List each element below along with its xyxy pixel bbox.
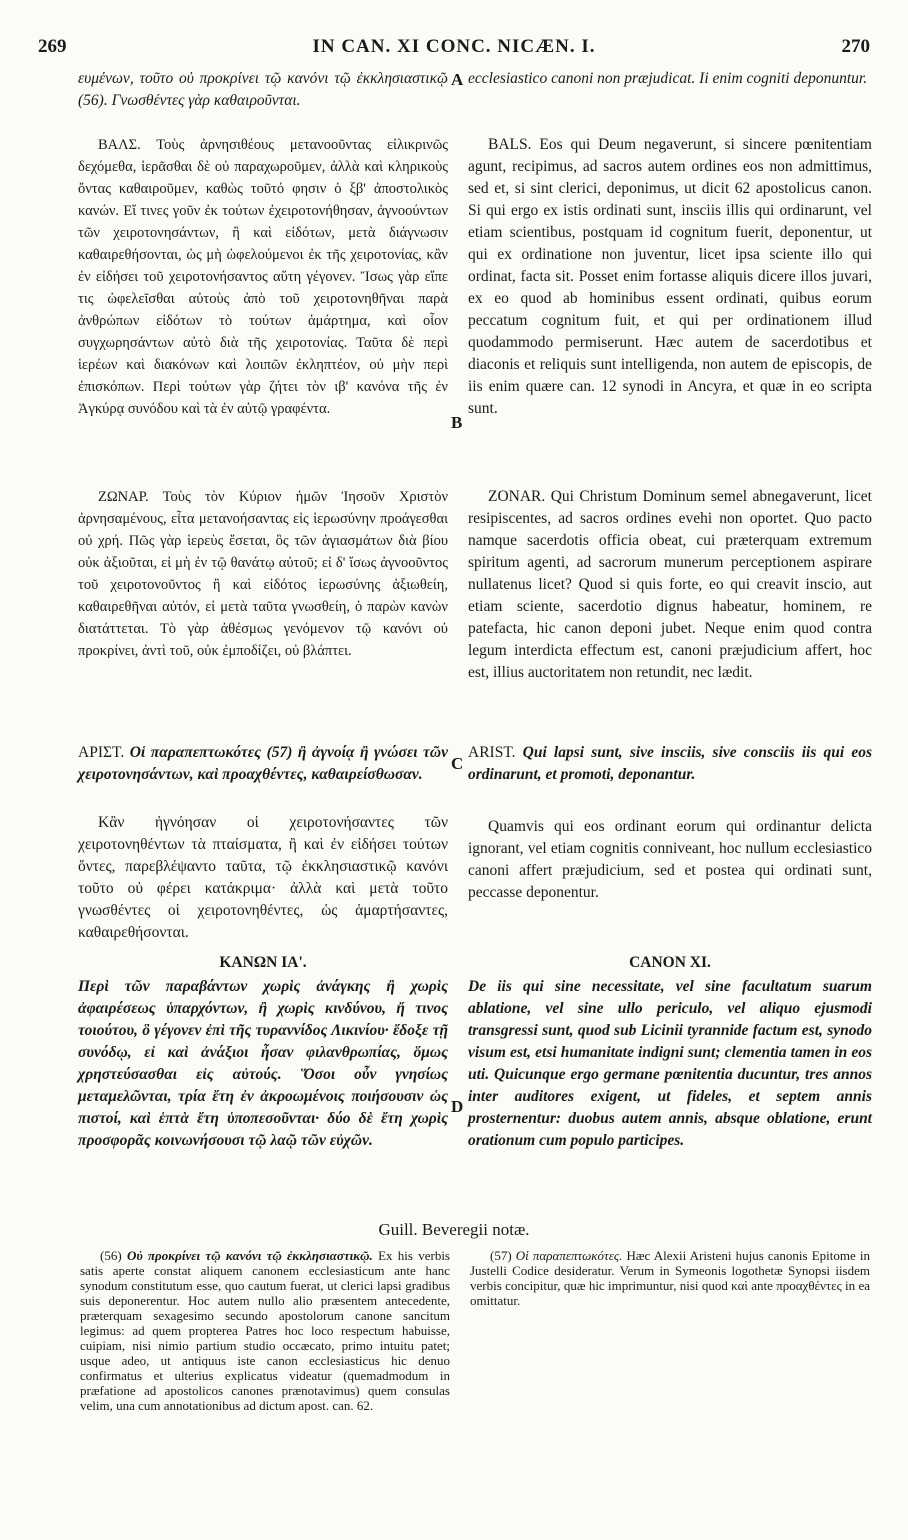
note-56-heading: Οὐ προκρίνει τῷ κανόνι τῷ ἐκκλησιαστικῷ.	[126, 1248, 373, 1263]
note-57-heading: Οἱ παραπεπτωκότες.	[515, 1248, 623, 1263]
latin-zonar-commentary: ZONAR. Qui Christum Dominum semel abnegaverunt, licet resipiscentes, ad sacros ordines evehi non oportet. Quo pacto namque sacerdotis officia obeat, cui præterquam extremum spiritum agenti, ad sacrorum munerum perceptionem aspirare nullatenus licet? Quod si quis forte, eo qui creavit inscio, aut etiam sciente, sacerdotio dignus habeatur, hominem, re patefacta, hic canon deponi jubet. Neque enim quod contra legum interdicta effectum est, canoni præjudicium affert, hoc est, illius auctoritatem non retundit, nec lædit.	[468, 488, 872, 681]
greek-arist-text: Κἂν ἠγνόησαν οἱ χειροτονήσαντες τῶν χειροτονηθέντων τὰ πταίσματα, ἢ καὶ ἐν εἰδήσει τούτων ὄντες, παρεβλέψαντο ταῦτα, τῷ ἐκκλησιαστικῷ κανόνι τοῦτο οὐ φέρει κατάκριμα· ἀλλὰ καὶ μετὰ τοῦτο γνωσθέντες οἱ χειροτονηθέντες, ὡς ἁμαρτήσαντες, καθαιρεθήσονται.	[78, 814, 448, 941]
page-header	[38, 36, 870, 60]
latin-bals-commentary: BALS. Eos qui Deum negaverunt, si sincere pœnitentiam agunt, recipimus, ad sacros autem ordines eos non admittimus, sed et, si sint clerici, deponimus, ut dicit 62 apostolicus canon. Si qui ergo ex istis ordinati sunt, insciis illis qui ordinarunt, vel etiam scientibus, postquam id cognitum fuerit, deponentur, ut qui ex ordinatione non juventur, licet ipsa sciente illo qui ordinat, facta sit. Posset enim fortasse aliquis dicere illos juvari, ex eo quod ab hominibus essent ordinati, quibus eorum peccatum cognitum fuit, et qui per ordinationem illud quodammodo permiserunt. Hæc autem de sacerdotibus et diaconis et reliquis sunt intelligenda, non autem de episcopis, de iis enim quære can. 12 synodi in Ancyra, et quæ in eo scripta sunt.	[468, 136, 872, 417]
note-57-text: Hæc Alexii Aristeni hujus canonis Epitome in Justelli Codice desideratur. Verum in Symeonis logothetæ Synopsi iisdem verbis concipitur, quæ hic imprimuntur, nisi quod καὶ ante προαχθέντες in ea omittatur.	[470, 1248, 871, 1308]
left-page-number: 269	[38, 36, 67, 57]
latin-arist-block	[468, 742, 872, 786]
greek-top-lines: ευμένων, τοῦτο οὐ προκρίνει τῷ κανόνι τῷ ἐκκλησιαστικῷ (56). Γνωσθέντες γὰρ καθαιροῦνται.	[78, 70, 448, 109]
greek-zonar-commentary: ΖΩΝΑΡ. Τοὺς τὸν Κύριον ἡμῶν Ἰησοῦν Χριστὸν ἀρνησαμένους, εἶτα μετανοήσαντας εἰς ἱερωσύνην προάγεσθαι οὐ χρή. Πῶς γὰρ ἱερεὺς ἔσεται, ὃς τῶν ἁγιασμάτων διὰ βίου οὐκ ἀξιοῦται, εἰ μὴ ἐν τῷ θανάτῳ αὐτοῦ; εἰ δ' ἴσως ἀγνοοῦντος τοῦ χειροτονοῦντος ἢ καὶ εἰδότος ἱερωσύνης ἀξιωθείη, καθαιρεθῆναι αὐτόν, εἰ μετὰ ταῦτα γνωσθείη, ὁ παρὼν κανὼν διατάττεται. Τὸ γὰρ ἀθέσμως γενόμενον τῷ κανόνι οὐ προκρίνει, ἀντὶ τοῦ, οὐκ ἐμποδίζει, οὐ βλάπτει.	[78, 489, 448, 659]
note-56-text: Ex his verbis satis aperte constat aliquem canonem ecclesiasticum ante hanc synodum constitutum esse, quo cautum fuerat, ut clerici lapsi gradibus suis deponerentur. Hoc autem nullo alio præsentem antecedente, præterquam sexagesimo secundo apostolorum canone sancitum legimus: ad quem propterea Patres hoc loco respectum habuisse, cuipiam, nisi nimio partium studio occæcato, primo intuitu patet; usque adeo, ut antiquus iste canon ecclesiasticus hic denuo confirmatus et ulterius explicatus videatur (quemadmodum in præfatione ad apostolicos canones prænotavimus) quem consulas velim, una cum annotationibus ad dictum apost. can. 62.	[80, 1248, 450, 1413]
greek-canon-title: ΚΑΝΩΝ ΙΑ'.	[219, 954, 307, 971]
greek-bals-commentary: ΒΑΛΣ. Τοὺς ἀρνησιθέους μετανοοῦντας εἰλικρινῶς δεχόμεθα, ἱερᾶσθαι δὲ οὐ παραχωροῦμεν, ἀλλὰ καὶ κληρικοὺς ὄντας καθαιροῦμεν, καθὼς τοῦτό φησιν ὁ ξβ' ἀποστολικὸς κανών. Εἴ τινες γοῦν ἐκ τούτων ἐχειροτονήθησαν, ἀγνοούντων τῶν χειροτονησάντων, ἢ καὶ εἰδότων, μετὰ διάγνωσιν καθαιρεθήσονται, ὡς μὴ ὠφελούμενοι ἐκ τῆς χειροτονίας, κἂν ἐν εἰδήσει τοῦ χειροτονήσαντος αὕτη γέγονεν. Ἴσως γὰρ εἴπε τις ὠφελεῖσθαι αὐτοὺς ἀπὸ τοῦ χειροτονηθῆναι παρὰ ἀνθρώπων εἰδότων τὸ τούτων ἁμάρτημα, καὶ οἷον συγχωρησάντων αὐτὸ διὰ τῆς χειροτονίας. Ταῦτα δὲ περὶ ἱερέων καὶ διακόνων καὶ λοιπῶν ἐκληπτέον, οὐ μὴν περὶ ἐπισκόπων. Περὶ τούτων γὰρ ζήτει τὸν ιβ' κανόνα τῆς ἐν Ἀγκύρᾳ συνόδου καὶ τὰ ἐν αὐτῷ γραφέντα.	[78, 137, 448, 417]
running-title: IN CAN. XI CONC. NICÆN. I.	[312, 36, 596, 57]
margin-marker-d: D	[451, 1097, 464, 1116]
greek-canon-text: Περὶ τῶν παραβάντων χωρὶς ἀνάγκης ἢ χωρὶς ἀφαιρέσεως ὑπαρχόντων, ἢ χωρὶς κινδύνου, ἤ τινος τοιούτου, ὃ γέγονεν ἐπὶ τῆς τυραννίδος Λικινίου· ἔδοξε τῇ συνόδῳ, εἰ καὶ ἀνάξιοι ἦσαν φιλανθρωπίας, ὅμως χρηστεύσασθαι εἰς αὐτούς. Ὅσοι οὖν γνησίως μεταμελῶνται, τρία ἔτη ἐν ἀκροωμένοις ποιήσουσιν ὡς πιστοί, καὶ ἑπτὰ ἔτη ὑποπεσοῦνται· δύο δὲ ἔτη χωρὶς προσφορᾶς κοινωνήσουσι τῷ λαῷ τῶν εὐχῶν.	[78, 978, 448, 1149]
notes-title: Guill. Beveregii notæ.	[378, 1220, 530, 1239]
margin-marker-c: C	[451, 754, 464, 773]
note-56	[80, 1248, 450, 1413]
greek-arist-heading: Οἱ παραπεπτωκότες (57) ἢ ἀγνοίᾳ ἢ γνώσει τῶν χειροτονησάντων, καὶ προαχθέντες, καθαιρείσθωσαν.	[78, 744, 449, 783]
notes-left-column	[80, 1248, 450, 1413]
margin-marker-b: B	[451, 413, 463, 432]
latin-arist-label: ARIST.	[468, 744, 516, 761]
note-56-label: (56)	[100, 1248, 122, 1263]
latin-canon-text: De iis qui sine necessitate, vel sine facultatum suarum ablatione, vel sine ullo periculo, vel aliquo ejusmodi transgressi sunt, quod sub Licinii tyrannide factum est, synodo visum est, etsi humanitate indigni sunt; clementia tamen in eos uti. Quicunque ergo germane pœnitentia ducuntur, tres annos inter auditores exigent, ut fideles, et septem annis prosternentur: duobus autem annis, absque oblatione, erunt orationum cum populo participes.	[468, 978, 872, 1149]
latin-top-lines: ecclesiastico canoni non præjudicat. Ii enim cogniti deponuntur.	[468, 70, 868, 87]
note-57-label: (57)	[490, 1248, 512, 1263]
latin-canon-title: CANON XI.	[629, 954, 711, 971]
greek-arist-block	[78, 742, 448, 786]
note-57	[470, 1248, 870, 1308]
latin-arist-text: Quamvis qui eos ordinant eorum qui ordinantur delicta ignorant, vel etiam cognitis conniveant, hoc nullum ecclesiastico canoni affert præjudicium, sed et postea qui ordinati sunt, peccasse deponentur.	[468, 818, 872, 901]
margin-marker-a: A	[451, 70, 464, 89]
notes-right-column	[470, 1248, 870, 1308]
right-page-number: 270	[841, 36, 870, 57]
greek-arist-label: ΑΡΙΣΤ.	[78, 744, 125, 761]
latin-arist-heading: Qui lapsi sunt, sive insciis, sive consciis iis qui eos ordinarunt, et promoti, deponantur.	[468, 744, 873, 783]
